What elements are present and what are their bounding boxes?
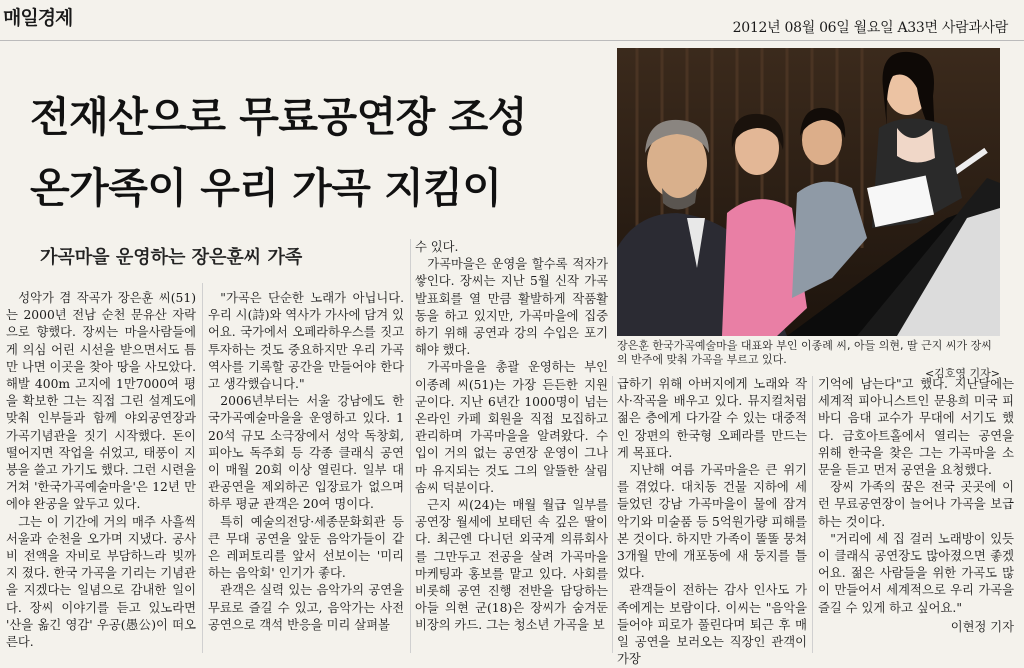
paragraph: 관객은 실력 있는 음악가의 공연을 무료로 즐길 수 있고, 음악가는 사전 공연으로 객석 반응을 미리 살펴볼 xyxy=(208,583,404,632)
headline-line-1: 전재산으로 무료공연장 조성 xyxy=(30,93,527,141)
article-column-3 xyxy=(415,239,608,656)
family-photo xyxy=(617,48,1000,336)
paragraph: 장씨 가족의 꿈은 전국 곳곳에 이런 무료공연장이 늘어나 가곡을 보급하는 것이다. xyxy=(818,480,1014,529)
paragraph: 가곡마을을 총괄 운영하는 부인 이종례 씨(51)는 가장 든든한 지원군이다. 지난 6년간 1000명이 넘는 온라인 카페 회원을 직접 모집하고 관리하며 가곡마을을 알려왔다. 수입이 거의 없는 공연장 운영이 그나마 유지되는 것도 그의 알뜰한 살림 솜씨 덕분이다. xyxy=(415,360,608,495)
paragraph: 특히 예술의전당·세종문화회관 등 큰 무대 공연을 앞둔 음악가들이 같은 레퍼토리를 앞서 선보이는 '미리 하는 음악회' 인기가 좋다. xyxy=(208,514,404,581)
paragraph: "거리에 세 집 걸러 노래방이 있듯이 클래식 공연장도 많아졌으면 좋겠어요. 젊은 사람들을 위한 가곡도 많이 만들어서 세계적으로 우리 가곡을 즐길 수 있게 하고 싶어요." xyxy=(818,531,1014,615)
paragraph: 급하기 위해 아버지에게 노래와 작사·작곡을 배우고 있다. 뮤지컬처럼 젊은 층에게 다가갈 수 있는 대중적인 장편의 한국형 오페라를 만드는 게 목표다. xyxy=(617,377,807,460)
column-divider xyxy=(202,283,203,653)
photo-caption xyxy=(617,339,1000,381)
article-column-1 xyxy=(6,290,196,656)
paragraph: 수 있다. xyxy=(415,240,459,254)
column-divider xyxy=(812,376,813,653)
subheadline: 가곡마을 운영하는 장은훈씨 가족 xyxy=(40,247,303,268)
paragraph: 기억에 남는다"고 했다. 지난달에는 세계적 피아니스트인 문용희 미국 피바디 음대 교수가 무대에 서기도 했다. 금호아트홀에서 열리는 공연을 위해 한국을 찾은 그는 가곡마을 소문을 듣고 먼저 공연을 요청했다. xyxy=(818,377,1014,478)
paragraph: 2006년부터는 서울 강남에도 한국가곡예술마을을 운영하고 있다. 120석 규모 소극장에서 성악 독창회, 피아노 독주회 등 각종 클래식 공연이 매월 20회 이상 열린다. 일부 대관공연을 제외하곤 입장료가 없으며 하루 평균 관객은 20여 명이다. xyxy=(208,394,404,512)
masthead xyxy=(0,0,1024,41)
caption-text: 장은훈 한국가곡예술마을 대표와 부인 이종례 씨, 아들 의현, 딸 근지 씨가 장씨의 반주에 맞춰 가곡을 부르고 있다. xyxy=(617,339,992,366)
dateline: 2012년 08월 06일 월요일 A33면 사람과사람 xyxy=(732,20,1008,36)
family-singing-at-piano-image xyxy=(617,48,1000,336)
photo-credit: <김호영 기자> xyxy=(924,367,1000,380)
article-column-5 xyxy=(818,376,1014,656)
article-column-4 xyxy=(617,376,807,667)
paragraph: 지난해 여름 가곡마을은 큰 위기를 겪었다. 대치동 건물 지하에 세 들었던 강남 가곡마을이 물에 잠겨 악기와 미술품 등 5억원가량 피해를 본 것이다. 하지만 가족이 똘똘 뭉쳐 3개월 만에 개포동에 새 둥지를 틀었다. xyxy=(617,463,807,581)
paper-name: 매일경제 xyxy=(3,7,73,29)
paragraph: 그는 이 기간에 거의 매주 사흘씩 서울과 순천을 오가며 지냈다. 공사비 전액을 자비로 부담하느라 빚까지 졌다. 한국 가곡을 기리는 기념관을 지겠다는 일념으로 감내한 일이다. 장씨 이야기를 듣고 있노라면 '산을 옮긴 영감' 우공(愚公)이 떠오른다. xyxy=(6,514,196,650)
paragraph: "가곡은 단순한 노래가 아닙니다. 우리 시(詩)와 역사가 가사에 담겨 있어요. 국가에서 오페라하우스를 짓고 투자하는 것도 중요하지만 우리 가곡 역사를 기록할 공간을 만들어야 한다고 생각했습니다." xyxy=(208,291,404,392)
paragraph: 성악가 겸 작곡가 장은훈 씨(51)는 2000년 전남 순천 문유산 자락으로 향했다. 장씨는 마을사람들에게 의심 어린 시선을 받으면서도 틈만 나면 이곳을 찾아 땅을 사모았다. 해발 400m 고지에 1만7000여 평을 확보한 그는 직접 그린 설계도에 맞춰 인부들과 함께 야외공연장과 가곡기념관을 짓기 시작했다. 돈이 떨어지면 작업을 쉬었고, 태풍이 지붕을 쓸고 가기도 했다. 그런 시련을 거쳐 '한국가곡예술마을'은 12년 만에야 완공을 앞두고 있다. xyxy=(6,291,196,512)
headline-line-2: 온가족이 우리 가곡 지킴이 xyxy=(30,164,502,212)
paragraph: 근지 씨(24)는 매월 월급 일부를 공연장 월세에 보태던 속 깊은 딸이다. 최근엔 다니던 외국계 의류회사를 그만두고 전공을 살려 가곡마을 마케팅과 홍보를 맡고 있다. 사회를 비롯해 공연 진행 전반을 담당하는 아들 의현 군(18)은 장씨가 숨겨둔 비장의 카드. 그는 청소년 가곡을 보 xyxy=(415,498,608,633)
reporter-byline: 이현정 기자 xyxy=(950,619,1014,634)
paragraph: 가곡마을은 운영을 할수록 적자가 쌓인다. 장씨는 지난 5월 신작 가곡 발표회를 열 만큼 활발하게 작품활동을 하고 있지만, 가곡마을에 집중하기 위해 공연과 강의 수입은 포기해야 했다. xyxy=(415,257,608,358)
column-divider xyxy=(612,376,613,653)
column-divider xyxy=(410,239,411,653)
paragraph: 관객들이 전하는 감사 인사도 가족에게는 보람이다. 이씨는 "음악을 들어야 피로가 풀린다며 퇴근 후 매일 공연을 보러오는 직장인 관객이 가장 xyxy=(617,583,807,667)
article-column-2 xyxy=(208,290,404,656)
